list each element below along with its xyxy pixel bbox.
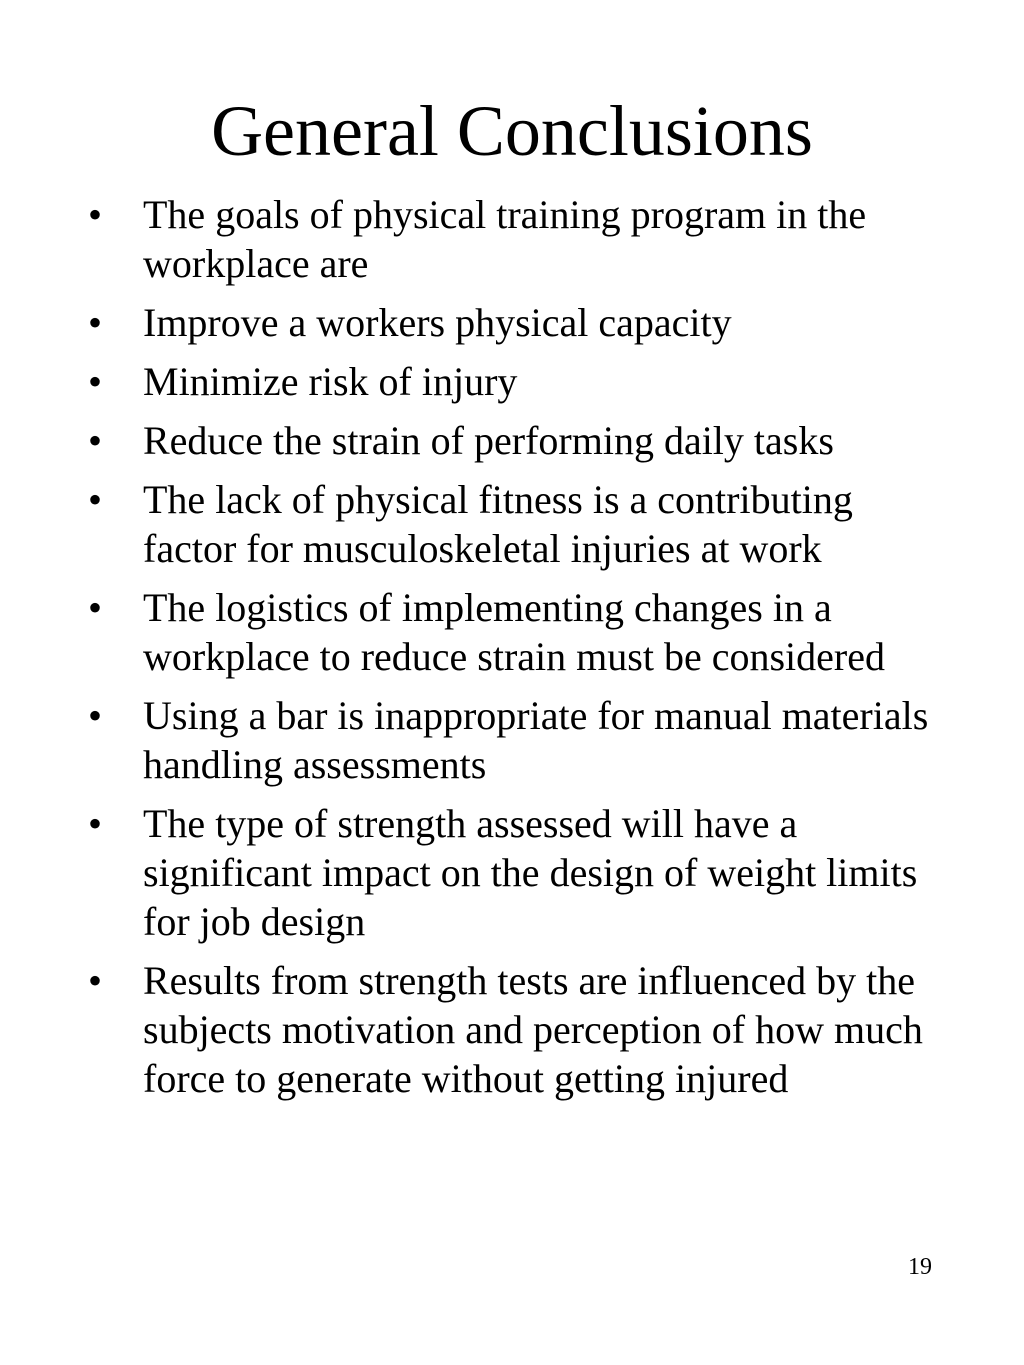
- bullet-dot: •: [88, 418, 103, 463]
- bullet-dot: •: [88, 192, 103, 237]
- bullet-dot: •: [88, 958, 103, 1003]
- bullet-item: [88, 298, 948, 347]
- bullet-item: [88, 691, 948, 789]
- bullet-text: Improve a workers physical capacity: [143, 300, 732, 345]
- slide-title: General Conclusions: [211, 91, 813, 171]
- bullet-dot: •: [88, 300, 103, 345]
- bullet-dot: •: [88, 801, 103, 846]
- bullet-text: The logistics of implementing changes in a workplace to reduce strain must be considered: [143, 585, 885, 679]
- bullet-text: The goals of physical training program in the workplace are: [143, 192, 867, 286]
- bullet-list: [88, 190, 948, 1113]
- bullet-text: The type of strength assessed will have a significant impact on the design of weight limits for job design: [143, 801, 918, 944]
- bullet-dot: •: [88, 585, 103, 630]
- bullet-item: [88, 357, 948, 406]
- bullet-dot: •: [88, 693, 103, 738]
- bullet-dot: •: [88, 477, 103, 522]
- bullet-item: [88, 583, 948, 681]
- bullet-item: [88, 956, 948, 1103]
- bullet-item: [88, 190, 948, 288]
- page-number: 19: [908, 1254, 932, 1280]
- bullet-text: The lack of physical fitness is a contributing factor for musculoskeletal injuries at work: [143, 477, 853, 571]
- bullet-item: [88, 475, 948, 573]
- bullet-text: Reduce the strain of performing daily tasks: [143, 418, 834, 463]
- bullet-dot: •: [88, 359, 103, 404]
- bullet-text: Results from strength tests are influenced by the subjects motivation and perception of how much force to generate without getting injured: [143, 958, 923, 1101]
- bullet-item: [88, 416, 948, 465]
- bullet-item: [88, 799, 948, 946]
- bullet-text: Using a bar is inappropriate for manual materials handling assessments: [143, 693, 929, 787]
- bullet-text: Minimize risk of injury: [143, 359, 518, 404]
